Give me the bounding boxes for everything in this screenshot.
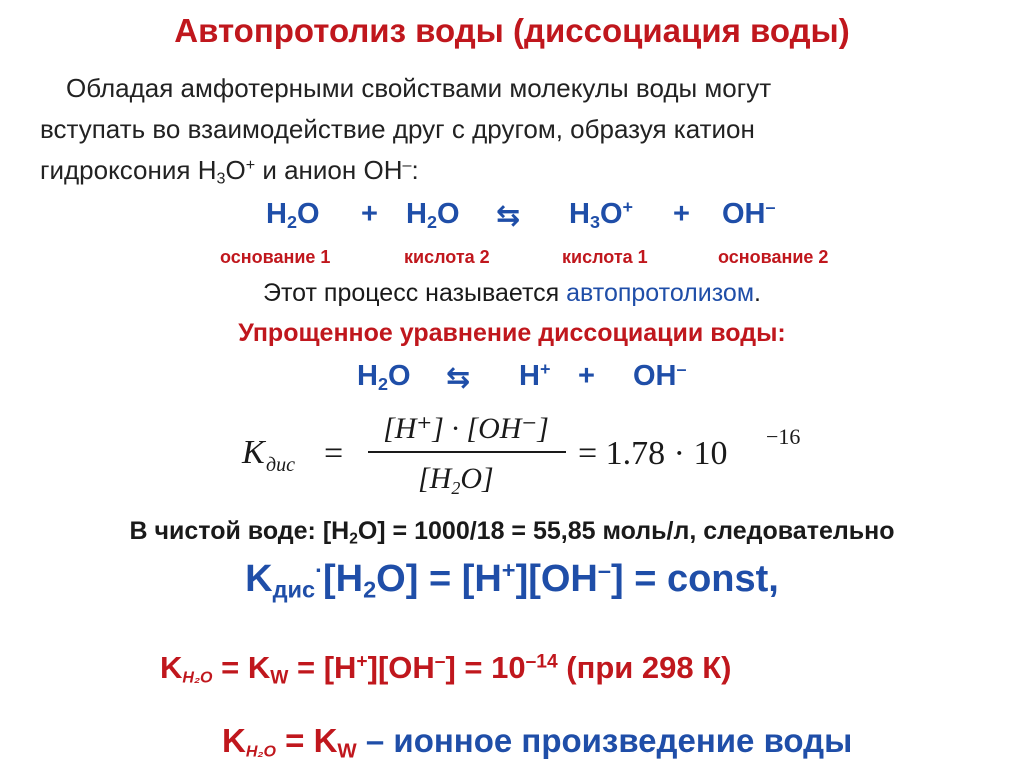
intro-line-3: гидроксония $H_3O^+$ и анион OH–: (40, 155, 419, 188)
intro-line-1: Обладая амфотерными свойствами молекулы воды могут (66, 73, 772, 103)
eq1-equilibrium-arrow: ⇆ (496, 200, 521, 232)
eq2-equilibrium-arrow: ⇆ (446, 362, 471, 394)
eq1-plus-2: + (673, 198, 690, 230)
kdis-k: K (242, 434, 265, 471)
kdis-numerator: [H⁺] · [OH⁻] (383, 412, 549, 445)
eq2-plus: + (578, 360, 595, 392)
simplified-heading: Упрощенное уравнение диссоциации воды: (238, 319, 786, 347)
kdis-exponent: −16 (766, 424, 801, 449)
label-base-1: основание 1 (220, 247, 331, 267)
label-acid-1: кислота 1 (562, 247, 648, 267)
eq1-water-2: $H_2O$ (406, 198, 460, 233)
kdis-const-line: $K_{дис}^\cdot[H_2O] = [H^+][OH^-]$ = const, (245, 557, 779, 603)
eq2-hydroxide: OH– (633, 359, 687, 392)
process-sentence: Этот процесс называется автопротолизом. (263, 279, 761, 307)
pure-water-line: В чистой воде: $[H_2O] = 1000/18 = 55,85$ моль/л, следовательно (129, 517, 895, 548)
eq2-proton: H+ (519, 359, 551, 392)
intro-line-2: вступать во взаимодействие друг с другом, образуя катион (40, 114, 755, 144)
kdis-subscript: дис (266, 454, 295, 476)
eq1-hydronium: $H_3O^+$ (569, 197, 634, 233)
kdis-value: = 1.78 · 10 (578, 435, 728, 472)
kdis-formula (240, 400, 820, 500)
slide-title: Автопротолиз воды (диссоциация воды) (174, 12, 850, 49)
label-acid-2: кислота 2 (404, 247, 490, 267)
autoprotolysis-term: автопротолизом (566, 279, 755, 307)
eq1-hydroxide: OH– (722, 197, 776, 230)
kdis-denominator: $[H_2O]$ (418, 462, 494, 498)
eq2-water: $H_2O$ (357, 360, 411, 395)
kdis-equals: = (324, 435, 344, 472)
kw-definition-line: $K_{H_2O} = K_W$ – ионное произведение воды (222, 722, 853, 763)
kw-value-line: $K_{H_2O} = K_W = [H^+][OH^-] = 10^{-14}$ (при 298 К) (160, 650, 732, 689)
label-base-2: основание 2 (718, 247, 829, 267)
eq1-water-1: $H_2O$ (266, 198, 320, 233)
eq1-plus-1: + (361, 198, 378, 230)
